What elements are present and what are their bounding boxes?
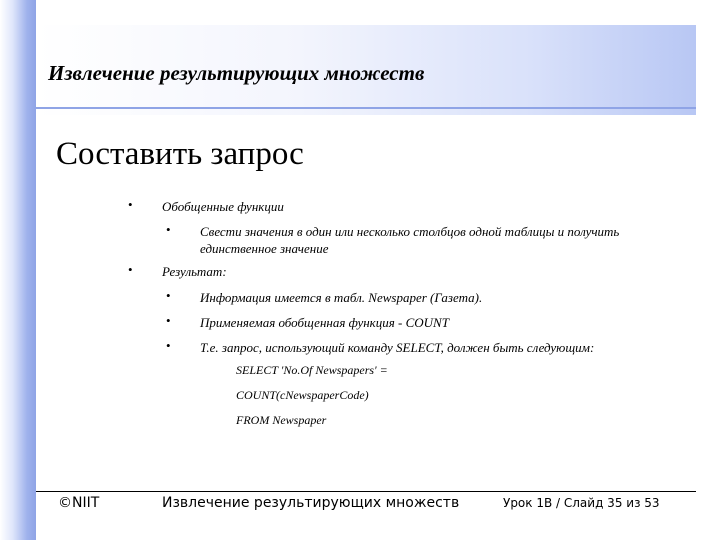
bullet-item-info-table: Информация имеется в табл. Newspaper (Газета).	[200, 290, 483, 305]
sql-line-count: COUNT(cNewspaperCode)	[236, 388, 369, 402]
footer-slide-info: Урок 1B / Слайд 35 из 53	[503, 496, 660, 510]
bullet-item-reduce-values: Свести значения в один или несколько столбцов одной таблицы и получить единственное значение	[200, 224, 620, 256]
header-divider	[36, 107, 696, 109]
header-title: Извлечение результирующих множеств	[48, 61, 425, 85]
bullet-item-select-query: Т.е. запрос, использующий команду SELECT, должен быть следующим:	[200, 340, 595, 355]
bullet-item-result: Результат:	[162, 264, 227, 279]
footer-title: Извлечение результирующих множеств	[162, 495, 460, 511]
footer-copyright: ©NIIT	[58, 495, 100, 511]
bullet-item-count-function: Применяемая обобщенная функция - COUNT	[200, 315, 449, 330]
sql-line-from: FROM Newspaper	[236, 413, 327, 427]
bullet-dot: •	[128, 197, 133, 212]
bullet-dot: •	[166, 313, 171, 328]
slide-heading: Составить запрос	[56, 136, 304, 172]
sql-line-select: SELECT 'No.Of Newspapers' =	[236, 363, 388, 377]
bullet-item-aggregate-functions: Обобщенные функции	[162, 199, 284, 214]
footer-divider	[36, 491, 696, 492]
left-decorative-bar	[0, 0, 36, 540]
bullet-dot: •	[128, 262, 133, 277]
bullet-dot: •	[166, 288, 171, 303]
bullet-dot: •	[166, 222, 171, 237]
bullet-dot: •	[166, 338, 171, 353]
